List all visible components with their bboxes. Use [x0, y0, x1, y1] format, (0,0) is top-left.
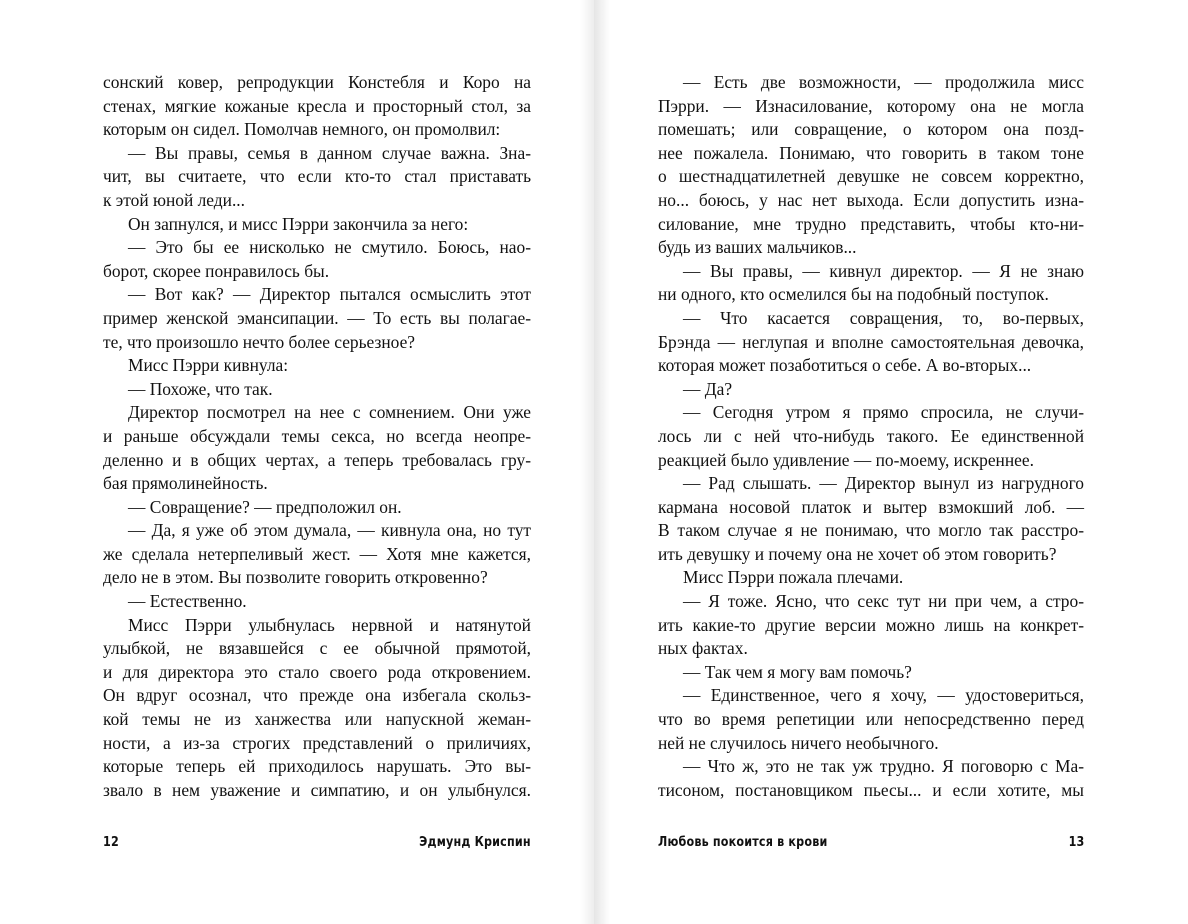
text-line: Директор посмотрел на нее с сомнением. Они уже [128, 402, 531, 423]
page-number: 12 [103, 835, 119, 850]
text-line: будь из ваших мальчиков... [658, 237, 857, 258]
text-line: кармана носовой платок и вытер взмокший лоб. — [658, 496, 1084, 517]
text-line: тисоном, постановщиком пьесы... и если хотите, мы [658, 779, 1084, 800]
text-line: но... боюсь, у нас нет выхода. Если допустить изна- [658, 189, 1084, 210]
text-line: — Вы правы, — кивнул директор. — Я не знаю [683, 260, 1084, 281]
right-page-text [658, 71, 1084, 802]
text-line: — Рад слышать. — Директор вынул из нагрудного [683, 473, 1084, 494]
text-line: Мисс Пэрри пожала плечами. [683, 567, 904, 588]
text-line: Брэнда — неглупая и вполне самостоятельная девочка, [658, 331, 1084, 352]
text-line: Мисс Пэрри кивнула: [128, 355, 289, 376]
gutter-shadow [594, 0, 610, 924]
text-line: о шестнадцатилетней девушке не совсем корректно, [658, 166, 1084, 187]
text-line: к этой юной леди... [103, 189, 245, 210]
text-line: ней не случилось ничего необычного. [658, 732, 939, 753]
text-line: реакцией было удивление — по-моему, искреннее. [658, 449, 1034, 470]
text-line: ности, а из-за строгих представлений о приличиях, [103, 732, 531, 753]
text-line: — Вот как? — Директор пытался осмыслить этот [128, 284, 531, 305]
text-line: — Похоже, что так. [128, 378, 273, 399]
text-line: Он запнулся, и мисс Пэрри закончила за него: [128, 213, 469, 234]
text-line: — Да, я уже об этом думала, — кивнула она, но тут [128, 520, 531, 541]
text-line: — Сегодня утром я прямо спросила, не случи- [683, 402, 1084, 423]
text-line: ить девушку и почему она не хочет об этом говорить? [658, 543, 1057, 564]
text-line: которые теперь ей приходилось нарушать. Это вы- [103, 756, 531, 777]
left-page-text [103, 71, 531, 802]
text-line: Пэрри. — Изнасилование, которому она не могла [658, 95, 1084, 116]
text-line: бая прямолинейность. [103, 473, 268, 494]
text-line: которым он сидел. Помолчав немного, он промолвил: [103, 119, 501, 140]
text-line: сонский ковер, репродукции Констебля и Коро на [103, 72, 531, 92]
text-line: и для директора это стало своего рода откровением. [103, 661, 531, 682]
text-line: стенах, мягкие кожаные кресла и просторный стол, за [103, 95, 531, 116]
text-line: — Что ж, это не так уж трудно. Я поговорю с Ма- [683, 756, 1084, 777]
text-line: звало в нем уважение и симпатию, и он улыбнулся. [103, 779, 531, 800]
text-line: — Так чем я могу вам помочь? [683, 661, 912, 682]
text-line: что во время репетиции или непосредственно перед [658, 709, 1084, 730]
text-line: ных фактах. [658, 638, 748, 659]
right-page [594, 0, 1188, 924]
text-line: улыбкой, не вязавшейся с ее обычной прямотой, [103, 638, 531, 659]
text-line: — Совращение? — предположил он. [128, 496, 402, 517]
text-line: — Естественно. [128, 591, 247, 612]
text-line: Мисс Пэрри улыбнулась нервной и натянутой [128, 614, 531, 635]
text-line: — Да? [683, 378, 733, 399]
text-line: которая может позаботиться о себе. А во-вторых... [658, 355, 1032, 376]
text-line: — Это бы ее нисколько не смутило. Боюсь, нао- [128, 237, 531, 258]
running-head-author: Эдмунд Криспин [419, 835, 531, 850]
text-line: — Я тоже. Ясно, что секс тут ни при чем, а стро- [683, 591, 1084, 612]
text-line: Он вдруг осознал, что прежде она избегала скольз- [103, 685, 531, 706]
text-line: ить какие-то другие версии можно лишь на конкрет- [658, 614, 1084, 635]
text-line: и раньше обсуждали темы секса, но всегда неопре- [103, 425, 531, 446]
text-line: пример женской эмансипации. — То есть вы полагае- [103, 307, 531, 328]
text-line: — Что касается совращения, то, во-первых, [683, 307, 1084, 328]
text-line: борот, скорее понравилось бы. [103, 260, 330, 281]
gutter-shadow [580, 0, 594, 924]
text-line: чит, вы считаете, что если кто-то стал приставать [103, 166, 531, 187]
text-line: силование, мне трудно представить, чтобы кто-ни- [658, 213, 1084, 234]
running-head-title: Любовь покоится в крови [658, 835, 828, 850]
page-number: 13 [1068, 835, 1084, 850]
text-line: лось ли с ней что-нибудь такого. Ее единственной [658, 425, 1084, 446]
text-line: — Вы правы, семья в данном случае важна. Зна- [128, 142, 531, 163]
text-line: же сделала нетерпеливый жест. — Хотя мне кажется, [103, 543, 531, 564]
text-line: дело не в этом. Вы позволите говорить откровенно? [103, 567, 488, 588]
text-line: те, что произошло нечто более серьезное? [103, 331, 416, 352]
text-line: деленно и в общих чертах, а теперь требовалась гру- [103, 449, 531, 470]
text-line: — Единственное, чего я хочу, — удостовериться, [683, 685, 1084, 706]
text-line: кой темы не из ханжества или напускной жеман- [103, 709, 531, 730]
text-line: нее пожалела. Понимаю, что говорить в таком тоне [658, 142, 1084, 163]
text-line: — Есть две возможности, — продолжила мисс [683, 72, 1084, 92]
text-line: В таком случае я не понимаю, что могло так расстро- [658, 520, 1084, 541]
text-line: ни одного, кто осмелился бы на подобный поступок. [658, 284, 1049, 305]
text-line: помешать; или совращение, о котором она позд- [658, 119, 1084, 140]
